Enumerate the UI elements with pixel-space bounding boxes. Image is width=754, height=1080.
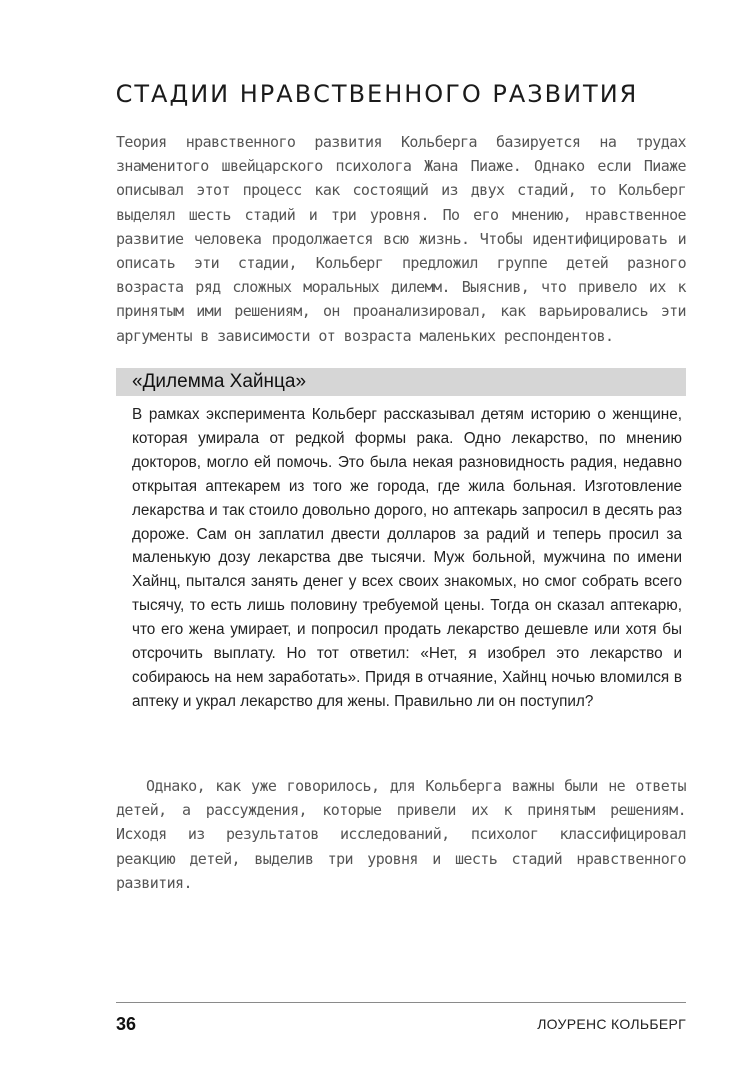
page-number: 36 <box>116 1014 137 1034</box>
dilemma-box-header <box>116 368 686 396</box>
page-title: СТАДИИ НРАВСТВЕННОГО РАЗВИТИЯ <box>115 80 639 108</box>
dilemma-box-body: В рамках эксперимента Кольберг рассказывал детям историю о женщине, которая умирала от редкой формы рака. Одно лекарство, по мнению докторов, могло ей помочь. Это была некая разновидность радия, недавно открытая аптекарем из того же города, где жила больная. Изготовление лекарства и так стоило довольно дорого, но аптекарь запросил в десять раз дороже. Сам он заплатил двести долларов за радий и теперь просил за маленькую дозу лекарства две тысячи. Муж больной, мужчина по имени Хайнц, пытался занять денег у всех своих знакомых, но смог собрать всего тысячу, то есть лишь половину требуемой цены. Тогда он сказал аптекарю, что его жена умирает, и попросил продать лекарство дешевле или хотя бы отсрочить выплату. Но тот ответил: «Нет, я изобрел это лекарство и собираюсь на нем заработать». Придя в отчаяние, Хайнц ночью вломился в аптеку и украл лекарство для жены. Правильно ли он поступил? <box>132 406 682 710</box>
intro-paragraph: Теория нравственного развития Кольберга базируется на трудах знаменитого швейцарского психолога Жана Пиаже. Однако если Пиаже описывал этот процесс как состоящий из двух стадий, то Кольберг выделял шесть стадий и три уровня. По его мнению, нравственное развитие человека продолжается всю жизнь. Чтобы идентифицировать и описать эти стадии, Кольберг предложил группе детей разного возраста ряд сложных моральных дилемм. Выяснив, что привело их к принятым ими решениям, он проанализировал, как варьировались эти аргументы в зависимости от возраста маленьких респондентов. <box>116 133 686 345</box>
dilemma-box-title: «Дилемма Хайнца» <box>132 371 307 392</box>
closing-paragraph: Однако, как уже говорилось, для Кольберга важны были не ответы детей, а рассуждения, которые привели их к принятым решениям. Исходя из результатов исследований, психолог классифицировал реакцию детей, выделив три уровня и шесть стадий нравственного развития. <box>116 777 686 892</box>
running-footer-title: ЛОУРЕНС КОЛЬБЕРГ <box>537 1016 686 1032</box>
footer-divider <box>116 1002 686 1003</box>
